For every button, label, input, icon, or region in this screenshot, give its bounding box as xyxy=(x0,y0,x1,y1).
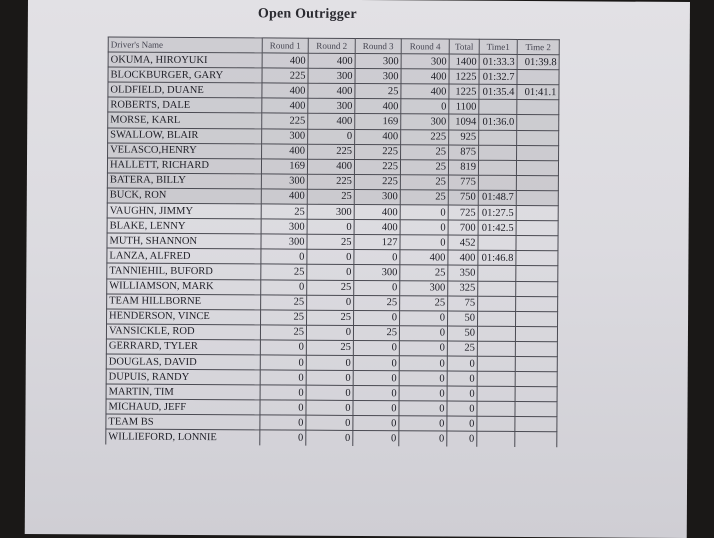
total-cell: 1100 xyxy=(449,99,479,114)
driver-name-cell: VANSICKLE, ROD xyxy=(106,324,260,340)
driver-name-cell: OLDFIELD, DUANE xyxy=(108,82,262,98)
r4-cell: 300 xyxy=(401,114,449,129)
r1-cell: 300 xyxy=(261,219,307,234)
r2-cell: 400 xyxy=(308,83,355,98)
driver-name-cell: TANNIEHIL, BUFORD xyxy=(107,263,261,279)
r1-cell: 0 xyxy=(260,400,306,415)
t2-cell xyxy=(516,251,558,266)
total-cell: 819 xyxy=(448,160,478,175)
driver-name-cell: MUTH, SHANNON xyxy=(107,233,261,249)
t2-cell xyxy=(515,341,557,356)
total-cell: 700 xyxy=(448,220,478,235)
r1-cell: 300 xyxy=(261,234,307,249)
t2-cell xyxy=(515,417,557,432)
r4-cell: 0 xyxy=(400,205,448,220)
t1-cell xyxy=(477,356,515,371)
r2-cell: 0 xyxy=(307,295,354,310)
t2-cell xyxy=(516,175,558,190)
r3-cell: 25 xyxy=(355,84,401,99)
r4-cell: 25 xyxy=(401,144,449,159)
r4-cell: 0 xyxy=(399,326,447,341)
r1-cell: 400 xyxy=(262,53,308,68)
r4-cell: 300 xyxy=(400,280,448,295)
total-cell: 875 xyxy=(449,145,479,160)
r1-cell: 0 xyxy=(261,249,307,264)
r2-cell: 300 xyxy=(307,204,354,219)
total-cell: 0 xyxy=(447,356,477,371)
r3-cell: 0 xyxy=(353,401,399,416)
total-cell: 25 xyxy=(447,341,477,356)
column-header: Round 3 xyxy=(355,38,401,53)
t1-cell xyxy=(478,235,516,250)
r2-cell: 25 xyxy=(307,189,354,204)
r3-cell: 127 xyxy=(354,235,400,250)
r4-cell: 0 xyxy=(399,371,447,386)
r3-cell: 400 xyxy=(355,99,401,114)
t1-cell xyxy=(478,311,516,326)
r3-cell: 0 xyxy=(354,280,400,295)
t1-cell xyxy=(477,386,515,401)
t2-cell xyxy=(515,387,557,402)
r4-cell: 0 xyxy=(401,99,449,114)
driver-name-cell: DUPUIS, RANDY xyxy=(106,369,260,385)
paper-sheet xyxy=(25,0,690,538)
t2-cell xyxy=(515,432,557,447)
t2-cell xyxy=(517,115,559,130)
total-cell: 725 xyxy=(448,205,478,220)
r3-cell: 400 xyxy=(355,129,401,144)
t2-cell xyxy=(517,145,559,160)
r3-cell: 300 xyxy=(355,69,401,84)
t1-cell: 01:46.8 xyxy=(478,251,516,266)
r4-cell: 0 xyxy=(399,401,447,416)
r3-cell: 0 xyxy=(354,310,400,325)
t2-cell xyxy=(516,190,558,205)
total-cell: 350 xyxy=(448,265,478,280)
total-cell: 1094 xyxy=(449,115,479,130)
r2-cell: 225 xyxy=(307,174,354,189)
r1-cell: 0 xyxy=(260,415,306,430)
r1-cell: 400 xyxy=(262,144,308,159)
t2-cell xyxy=(516,236,558,251)
total-cell: 0 xyxy=(447,371,477,386)
t1-cell xyxy=(477,432,515,447)
t1-cell: 01:33.3 xyxy=(479,54,517,69)
t1-cell xyxy=(478,160,516,175)
r2-cell: 0 xyxy=(308,129,355,144)
r3-cell: 25 xyxy=(354,295,400,310)
t2-cell: 01:39.8 xyxy=(517,55,559,70)
r3-cell: 400 xyxy=(354,220,400,235)
total-cell: 452 xyxy=(448,235,478,250)
t2-cell xyxy=(517,130,559,145)
t2-cell xyxy=(516,296,558,311)
r2-cell: 25 xyxy=(307,310,354,325)
r3-cell: 300 xyxy=(355,54,401,69)
column-header: Time 2 xyxy=(517,39,559,54)
driver-name-cell: SWALLOW, BLAIR xyxy=(108,128,262,144)
driver-name-cell: VELASCO,HENRY xyxy=(108,143,262,159)
r4-cell: 25 xyxy=(400,295,448,310)
t1-cell: 01:27.5 xyxy=(478,205,516,220)
driver-name-cell: VAUGHN, JIMMY xyxy=(107,203,261,219)
r4-cell: 0 xyxy=(399,386,447,401)
driver-name-cell: TEAM HILLBORNE xyxy=(107,294,261,310)
table-row xyxy=(106,429,557,446)
t1-cell xyxy=(479,130,517,145)
r4-cell: 0 xyxy=(399,416,447,431)
total-cell: 0 xyxy=(447,401,477,416)
driver-name-cell: LANZA, ALFRED xyxy=(107,248,261,264)
results-table-body xyxy=(106,37,559,447)
column-header: Round 2 xyxy=(308,38,355,53)
t2-cell xyxy=(516,160,558,175)
r2-cell: 0 xyxy=(306,385,353,400)
r4-cell: 0 xyxy=(400,310,448,325)
r3-cell: 0 xyxy=(353,416,399,431)
r3-cell: 0 xyxy=(353,371,399,386)
r3-cell: 0 xyxy=(353,386,399,401)
total-cell: 75 xyxy=(448,296,478,311)
r2-cell: 400 xyxy=(307,159,354,174)
r1-cell: 0 xyxy=(261,279,307,294)
r4-cell: 25 xyxy=(400,190,448,205)
driver-name-cell: GERRARD, TYLER xyxy=(106,339,260,355)
total-cell: 50 xyxy=(448,311,478,326)
r4-cell: 400 xyxy=(400,250,448,265)
r1-cell: 25 xyxy=(260,325,306,340)
column-header: Round 1 xyxy=(262,38,308,53)
total-cell: 0 xyxy=(447,386,477,401)
r2-cell: 0 xyxy=(307,265,354,280)
r2-cell: 25 xyxy=(306,340,353,355)
r1-cell: 25 xyxy=(261,310,307,325)
r3-cell: 400 xyxy=(354,205,400,220)
t2-cell xyxy=(516,221,558,236)
driver-name-cell: TEAM BS xyxy=(106,414,260,430)
t2-cell xyxy=(517,70,559,85)
r1-cell: 300 xyxy=(261,174,307,189)
t2-cell xyxy=(515,402,557,417)
r1-cell: 25 xyxy=(261,204,307,219)
r3-cell: 0 xyxy=(353,355,399,370)
r3-cell: 225 xyxy=(354,174,400,189)
t2-cell xyxy=(515,372,557,387)
t2-cell xyxy=(516,311,558,326)
r3-cell: 169 xyxy=(355,114,401,129)
t2-cell xyxy=(516,205,558,220)
r1-cell: 0 xyxy=(260,370,306,385)
t2-cell xyxy=(516,266,558,281)
total-cell: 1225 xyxy=(449,84,479,99)
t2-cell xyxy=(515,356,557,371)
r1-cell: 25 xyxy=(261,264,307,279)
r4-cell: 25 xyxy=(400,265,448,280)
r1-cell: 225 xyxy=(262,68,308,83)
t1-cell xyxy=(478,266,516,281)
r2-cell: 0 xyxy=(306,355,353,370)
r2-cell: 300 xyxy=(308,68,355,83)
r2-cell: 300 xyxy=(308,99,355,114)
total-cell: 325 xyxy=(448,281,478,296)
driver-name-cell: BLOCKBURGER, GARY xyxy=(108,67,262,83)
r3-cell: 225 xyxy=(355,144,401,159)
driver-name-cell: WILLIEFORD, LONNIE xyxy=(106,429,260,445)
t1-cell: 01:48.7 xyxy=(478,190,516,205)
t1-cell xyxy=(478,281,516,296)
total-cell: 1400 xyxy=(449,54,479,69)
r3-cell: 225 xyxy=(354,159,400,174)
r3-cell: 25 xyxy=(353,325,399,340)
driver-name-cell: HENDERSON, VINCE xyxy=(107,309,261,325)
page-title: Open Outrigger xyxy=(257,6,357,22)
r1-cell: 400 xyxy=(262,98,308,113)
driver-name-cell: HALLETT, RICHARD xyxy=(107,158,261,174)
total-cell: 50 xyxy=(447,326,477,341)
r2-cell: 0 xyxy=(306,400,353,415)
t1-cell xyxy=(477,417,515,432)
r2-cell: 0 xyxy=(307,249,354,264)
r4-cell: 300 xyxy=(401,54,449,69)
r4-cell: 25 xyxy=(400,160,448,175)
total-cell: 0 xyxy=(447,431,477,446)
r2-cell: 225 xyxy=(308,144,355,159)
t1-cell xyxy=(478,175,516,190)
total-cell: 775 xyxy=(448,175,478,190)
t1-cell xyxy=(479,145,517,160)
r1-cell: 400 xyxy=(261,189,307,204)
total-cell: 0 xyxy=(447,416,477,431)
r2-cell: 0 xyxy=(307,219,354,234)
r2-cell: 400 xyxy=(308,53,355,68)
r3-cell: 300 xyxy=(354,189,400,204)
driver-name-cell: BATERA, BILLY xyxy=(107,173,261,189)
r1-cell: 25 xyxy=(261,294,307,309)
t1-cell xyxy=(478,296,516,311)
column-header: Total xyxy=(449,39,479,54)
r4-cell: 400 xyxy=(401,69,449,84)
driver-name-cell: WILLIAMSON, MARK xyxy=(107,278,261,294)
r4-cell: 0 xyxy=(400,220,448,235)
total-cell: 1225 xyxy=(449,69,479,84)
r4-cell: 0 xyxy=(399,431,447,446)
t1-cell: 01:36.0 xyxy=(479,115,517,130)
driver-name-cell: MORSE, KARL xyxy=(108,112,262,128)
r4-cell: 0 xyxy=(399,341,447,356)
t1-cell xyxy=(477,371,515,386)
r2-cell: 25 xyxy=(307,280,354,295)
r1-cell: 300 xyxy=(262,128,308,143)
r2-cell: 0 xyxy=(306,325,353,340)
t1-cell: 01:32.7 xyxy=(479,69,517,84)
r1-cell: 169 xyxy=(261,159,307,174)
total-cell: 750 xyxy=(448,190,478,205)
column-header: Driver's Name xyxy=(108,37,262,53)
t1-cell xyxy=(477,341,515,356)
driver-name-cell: BUCK, RON xyxy=(107,188,261,204)
r4-cell: 0 xyxy=(400,235,448,250)
r3-cell: 300 xyxy=(354,265,400,280)
results-table xyxy=(105,36,559,446)
r4-cell: 0 xyxy=(399,356,447,371)
driver-name-cell: OKUMA, HIROYUKI xyxy=(108,52,262,68)
r1-cell: 400 xyxy=(262,83,308,98)
r2-cell: 0 xyxy=(306,416,353,431)
r2-cell: 0 xyxy=(306,370,353,385)
t1-cell: 01:35.4 xyxy=(479,85,517,100)
driver-name-cell: ROBERTS, DALE xyxy=(108,97,262,113)
t1-cell xyxy=(477,326,515,341)
column-header: Time1 xyxy=(479,39,517,54)
driver-name-cell: BLAKE, LENNY xyxy=(107,218,261,234)
r1-cell: 0 xyxy=(260,340,306,355)
column-header: Round 4 xyxy=(401,39,449,54)
t1-cell: 01:42.5 xyxy=(478,220,516,235)
r2-cell: 0 xyxy=(306,431,353,446)
r3-cell: 0 xyxy=(354,250,400,265)
r3-cell: 0 xyxy=(353,340,399,355)
driver-name-cell: MICHAUD, JEFF xyxy=(106,399,260,415)
r4-cell: 225 xyxy=(401,129,449,144)
total-cell: 925 xyxy=(449,130,479,145)
t2-cell: 01:41.1 xyxy=(517,85,559,100)
t2-cell xyxy=(516,281,558,296)
r2-cell: 400 xyxy=(308,114,355,129)
r1-cell: 0 xyxy=(260,385,306,400)
r1-cell: 225 xyxy=(262,113,308,128)
driver-name-cell: MARTIN, TIM xyxy=(106,384,260,400)
t2-cell xyxy=(515,326,557,341)
r3-cell: 0 xyxy=(353,431,399,446)
r1-cell: 0 xyxy=(260,430,306,445)
driver-name-cell: DOUGLAS, DAVID xyxy=(106,354,260,370)
t2-cell xyxy=(517,100,559,115)
total-cell: 400 xyxy=(448,250,478,265)
r2-cell: 25 xyxy=(307,234,354,249)
r4-cell: 25 xyxy=(400,175,448,190)
t1-cell xyxy=(477,401,515,416)
r1-cell: 0 xyxy=(260,355,306,370)
r4-cell: 400 xyxy=(401,84,449,99)
t1-cell xyxy=(479,100,517,115)
